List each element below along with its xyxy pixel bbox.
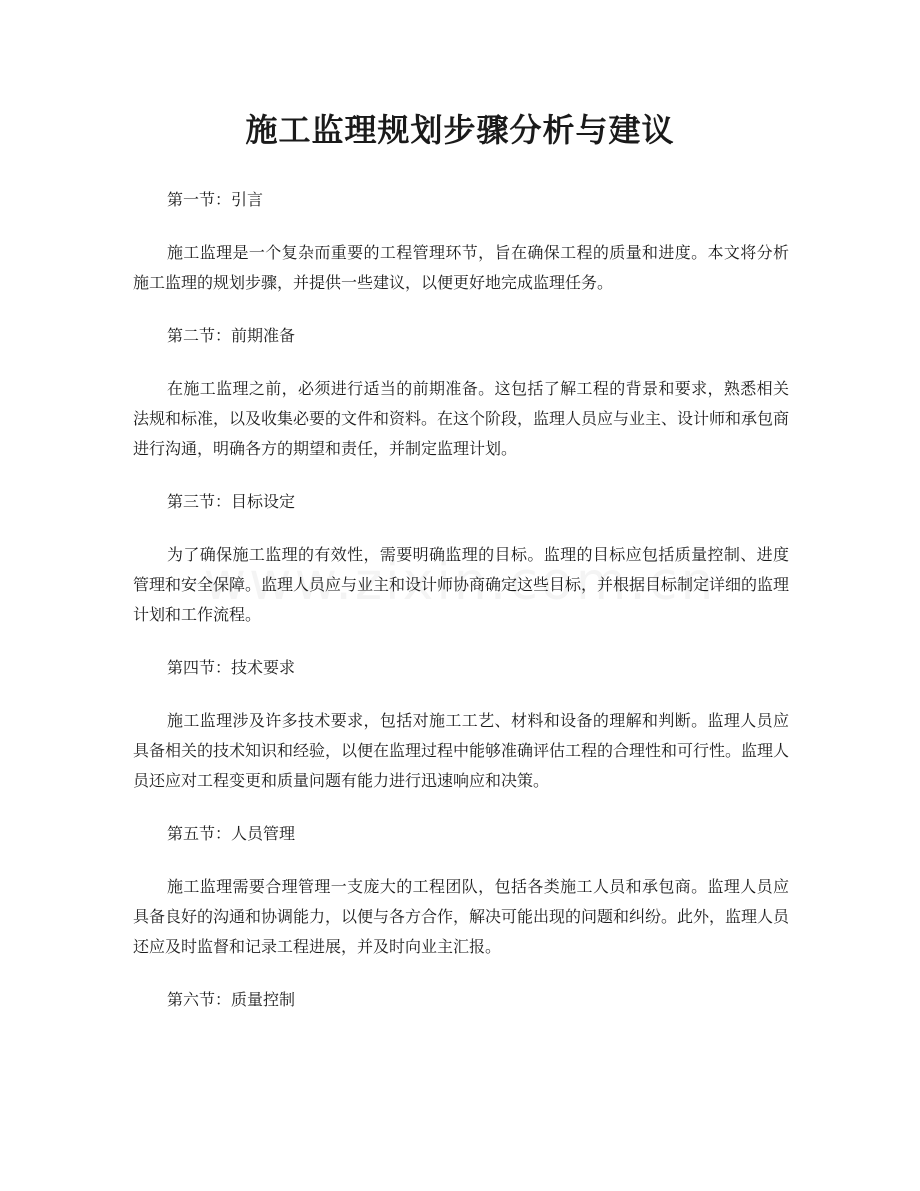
section-paragraph: 施工监理需要合理管理一支庞大的工程团队，包括各类施工人员和承包商。监理人员应具备良好的沟通和协调能力，以便与各方合作，解决可能出现的问题和纠纷。此外，监理人员还应及时监督和记录工程进展，并及时向业主汇报。 <box>133 877 790 956</box>
document-body <box>133 184 789 1038</box>
section-heading: 第四节：技术要求 <box>167 658 296 677</box>
section-paragraph: 在施工监理之前，必须进行适当的前期准备。这包括了解工程的背景和要求，熟悉相关法规和标准，以及收集必要的文件和资料。在这个阶段，监理人员应与业主、设计师和承包商进行沟通，明确各方的期望和责任，并制定监理计划。 <box>133 379 790 458</box>
section-heading: 第六节：质量控制 <box>167 990 296 1009</box>
section-heading: 第一节：引言 <box>167 190 264 209</box>
section-heading: 第五节：人员管理 <box>167 824 296 843</box>
section-paragraph: 施工监理涉及许多技术要求，包括对施工工艺、材料和设备的理解和判断。监理人员应具备相关的技术知识和经验，以便在监理过程中能够准确评估工程的合理性和可行性。监理人员还应对工程变更和质量问题有能力进行迅速响应和决策。 <box>133 711 790 790</box>
section-paragraph: 为了确保施工监理的有效性，需要明确监理的目标。监理的目标应包括质量控制、进度管理和安全保障。监理人员应与业主和设计师协商确定这些目标，并根据目标制定详细的监理计划和工作流程。 <box>133 545 790 624</box>
section-heading: 第三节：目标设定 <box>167 492 296 511</box>
section-heading: 第二节：前期准备 <box>167 326 296 345</box>
document-title: 施工监理规划步骤分析与建议 <box>245 111 675 149</box>
section-paragraph: 施工监理是一个复杂而重要的工程管理环节，旨在确保工程的质量和进度。本文将分析施工监理的规划步骤，并提供一些建议，以便更好地完成监理任务。 <box>133 243 789 292</box>
